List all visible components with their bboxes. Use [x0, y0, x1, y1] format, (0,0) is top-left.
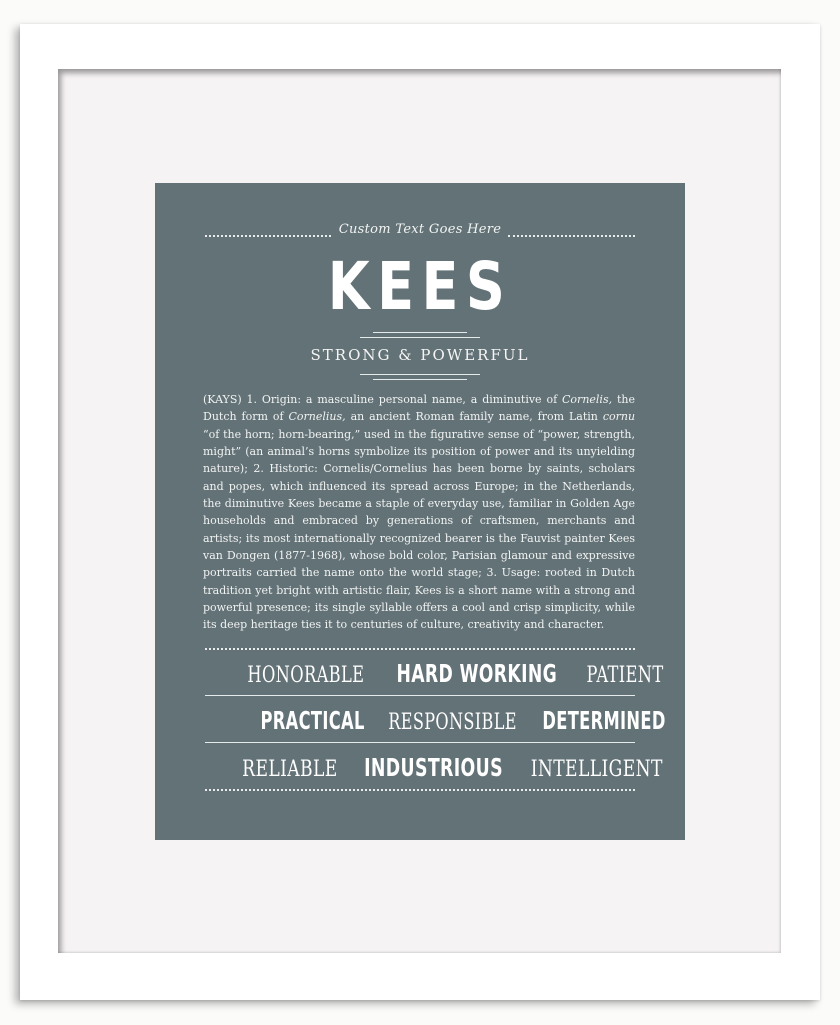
pronunciation: (KAYS)	[203, 393, 242, 406]
dotted-divider-right	[508, 235, 635, 237]
rule-bottom-2	[373, 379, 467, 380]
usage-text: rooted in Dutch tradition yet bright with artistic flair, Kees is a short name with a strong and powerful presence; its single syllable offers a cool and crisp simplicity, while its deep heritage ties it to centuries of culture, creativity and character.	[203, 566, 636, 632]
trait: INDUSTRIOUS	[363, 753, 503, 782]
origin-term-cornelis: Cornelis,	[562, 393, 613, 406]
trait-line-2	[249, 704, 666, 738]
trait: RESPONSIBLE	[388, 710, 517, 735]
trait: DETERMINED	[542, 706, 666, 735]
origin-text-a: a masculine personal name, a diminutive of	[305, 393, 558, 406]
dotted-divider-left	[205, 235, 331, 237]
rule-top-1	[373, 332, 467, 333]
trait: INTELLIGENT	[530, 757, 663, 782]
dotted-divider-traits-bottom	[205, 789, 635, 791]
custom-text: Custom Text Goes Here	[338, 222, 502, 237]
trait: RELIABLE	[242, 757, 338, 782]
trait: HONORABLE	[247, 663, 365, 688]
trait-line-3	[238, 751, 663, 785]
name-description	[203, 391, 635, 634]
name-meaning: STRONG & POWERFUL	[310, 346, 530, 364]
trait: PRACTICAL	[260, 706, 365, 735]
origin-text-b: the Dutch form of	[203, 393, 635, 424]
rule-top-2	[360, 337, 480, 338]
name-title: KEES	[327, 248, 513, 325]
historic-text: Cornelis/Cornelius has been borne by saints, scholars and popes, which influenced its spread across Europe; in the Netherlands, the diminutive Kees became a staple of everyday use, familiar in Golden Age households and embraced by generations of craftsmen, merchants and artists; its most internationally recognized bearer is the Fauvist painter Kees van Dongen (1877-1968), whose bold color, Parisian glamour and expressive portraits carried the name onto the world stage;	[203, 462, 636, 580]
historic-label: 2. Historic:	[253, 462, 318, 476]
name-print	[155, 183, 685, 840]
dotted-divider-traits-top	[205, 648, 635, 650]
trait-line-1	[239, 657, 665, 691]
trait: HARD WORKING	[396, 659, 558, 688]
trait: PATIENT	[586, 663, 665, 688]
origin-term-cornelius: Cornelius,	[288, 410, 346, 424]
trait-rule-2	[205, 742, 635, 743]
trait-rule-1	[205, 695, 635, 696]
usage-label: 3. Usage:	[486, 566, 541, 580]
rule-bottom-1	[360, 374, 480, 375]
frame-mat	[58, 69, 781, 953]
origin-label: 1. Origin:	[246, 393, 302, 406]
origin-text-d: “of the horn; horn-bearing,” used in the figurative sense of “power, strength, might” (an animal’s horns symbolize its position of power and its unyielding nature);	[203, 427, 635, 476]
origin-text-c: an ancient Roman family name, from Latin	[350, 410, 598, 424]
origin-term-cornu: cornu	[602, 410, 636, 424]
picture-frame	[20, 24, 820, 1000]
